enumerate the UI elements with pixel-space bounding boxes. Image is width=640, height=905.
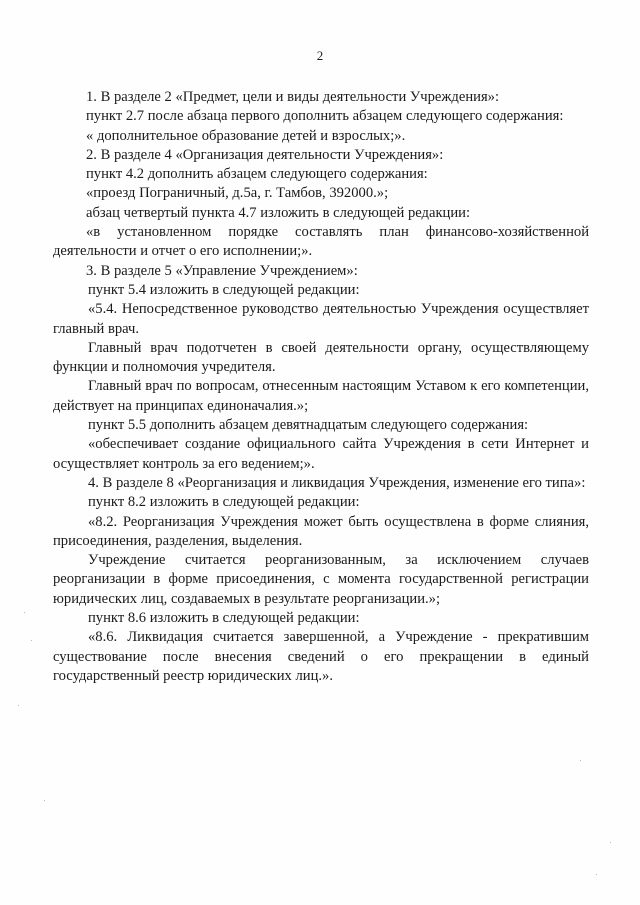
paragraph: «проезд Пограничный, д.5а, г. Тамбов, 392000.»; <box>86 185 389 202</box>
scan-speck <box>31 640 32 641</box>
scan-speck <box>24 612 25 613</box>
paragraph: пункт 8.2 изложить в следующей редакции: <box>88 494 360 511</box>
paragraph: «8.6. Ликвидация считается завершенной, а Учреждение - прекратившим существование после внесения сведений о его прекращении в единый государственный реестр юридических лиц.». <box>53 629 589 684</box>
paragraph: пункт 5.5 дополнить абзацем девятнадцатым следующего содержания: <box>88 417 529 434</box>
paragraph: « дополнительное образование детей и взрослых;». <box>86 127 406 144</box>
paragraph: пункт 5.4 изложить в следующей редакции: <box>88 281 360 298</box>
paragraph: абзац четвертый пункта 4.7 изложить в следующей редакции: <box>86 204 471 221</box>
scan-speck <box>596 874 597 875</box>
paragraph: пункт 2.7 после абзаца первого дополнить абзацем следующего содержания: <box>86 108 564 125</box>
page-number: 2 <box>316 48 324 63</box>
document-body <box>53 88 589 686</box>
scan-speck <box>610 842 611 843</box>
paragraph: 2. В разделе 4 «Организация деятельности Учреждения»: <box>86 146 444 163</box>
paragraph: пункт 4.2 дополнить абзацем следующего содержания: <box>86 166 428 183</box>
paragraph: Учреждение считается реорганизованным, за исключением случаев реорганизации в форме присоединения, с момента государственной регистрации юридических лиц, создаваемых в результате реорганизации.»; <box>53 552 589 607</box>
paragraph: 1. В разделе 2 «Предмет, цели и виды деятельности Учреждения»: <box>86 89 500 105</box>
scan-speck <box>44 800 45 801</box>
paragraph: «в установленном порядке составлять план финансово-хозяйственной деятельности и отчет о его исполнении;». <box>53 224 589 260</box>
paragraph: Главный врач по вопросам, отнесенным настоящим Уставом к его компетенции, действует на принципах единоначалия.»; <box>53 378 589 414</box>
paragraph: «8.2. Реорганизация Учреждения может быть осуществлена в форме слияния, присоединения, разделения, выделения. <box>53 513 589 549</box>
scan-speck <box>18 705 19 706</box>
paragraph: 3. В разделе 5 «Управление Учреждением»: <box>86 262 358 279</box>
paragraph: Главный врач подотчетен в своей деятельности органу, осуществляющему функции и полномочия учредителя. <box>53 339 589 376</box>
paragraph: 4. В разделе 8 «Реорганизация и ликвидация Учреждения, изменение его типа»: <box>88 474 586 491</box>
scan-speck <box>580 760 581 761</box>
paragraph: «обеспечивает создание официального сайта Учреждения в сети Интернет и осуществляет контроль за его ведением;». <box>53 436 589 472</box>
paragraph: пункт 8.6 изложить в следующей редакции: <box>88 610 360 627</box>
paragraph: «5.4. Непосредственное руководство деятельностью Учреждения осуществляет главный врач. <box>53 301 589 337</box>
